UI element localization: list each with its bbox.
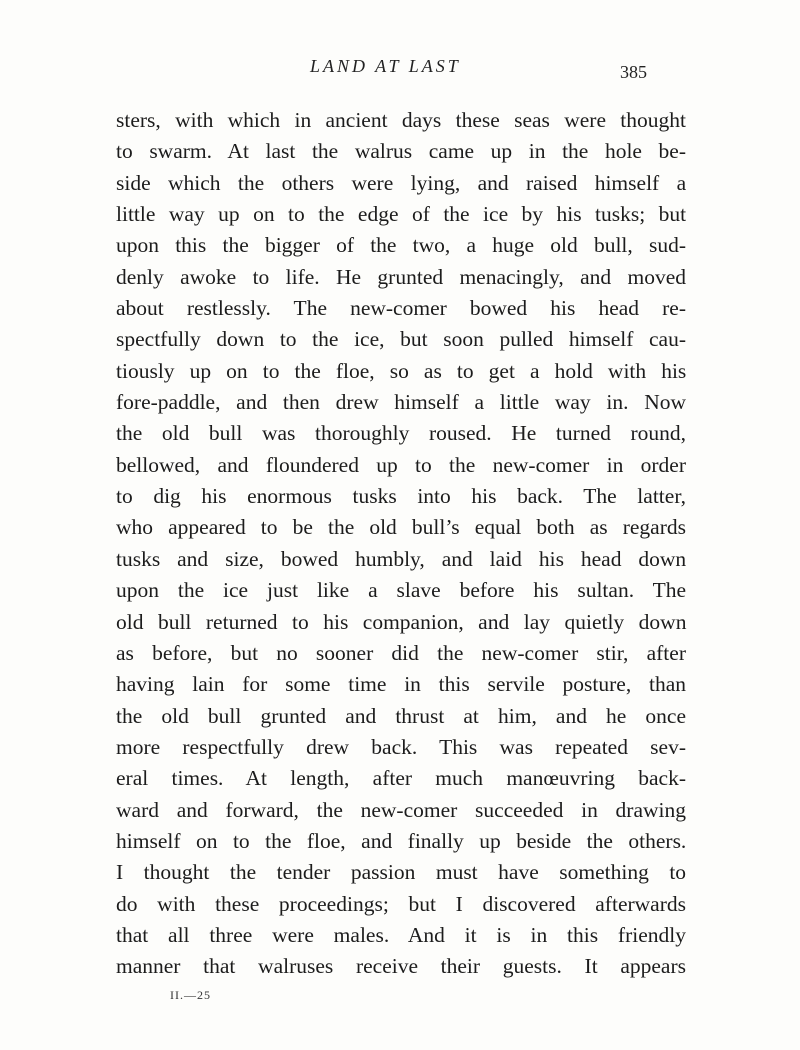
text-line: tusks and size, bowed humbly, and laid his head down (116, 546, 687, 571)
text-line: the old bull grunted and thrust at him, and he once (116, 703, 686, 728)
text-line: upon this the bigger of the two, a huge old bull, sud- (116, 233, 686, 258)
text-line: do with these proceedings; but I discovered afterwards (116, 891, 686, 916)
text-line: having lain for some time in this servile posture, than (116, 672, 686, 697)
text-line: manner that walruses receive their guests. It appears (116, 954, 686, 979)
text-line: more respectfully drew back. This was repeated sev- (116, 734, 686, 759)
text-line: to swarm. At last the walrus came up in the hole be- (116, 139, 686, 164)
text-line: old bull returned to his companion, and lay quietly down (116, 609, 687, 634)
running-title: LAND AT LAST (310, 56, 461, 76)
text-line: spectfully down to the ice, but soon pulled himself cau- (116, 327, 686, 352)
text-line: eral times. At length, after much manœuvring back- (116, 766, 686, 791)
running-head (0, 56, 800, 86)
text-line: little way up on to the edge of the ice by his tusks; but (116, 202, 687, 227)
text-line: tiously up on to the floe, so as to get a hold with his (116, 358, 687, 383)
text-line: about restlessly. The new-comer bowed his head re- (116, 296, 686, 321)
text-line: upon the ice just like a slave before his sultan. The (116, 578, 686, 603)
text-line: ward and forward, the new-comer succeeded in drawing (116, 797, 686, 822)
text-line: denly awoke to life. He grunted menacingly, and moved (116, 264, 686, 289)
text-line: fore-paddle, and then drew himself a little way in. Now (116, 390, 686, 415)
text-line: himself on to the floe, and finally up beside the others. (116, 828, 687, 853)
signature-mark: II.—25 (170, 988, 211, 1002)
text-line: bellowed, and floundered up to the new-comer in order (116, 452, 686, 477)
text-line: as before, but no sooner did the new-comer stir, after (116, 640, 686, 665)
text-line: who appeared to be the old bull’s equal both as regards (116, 515, 686, 540)
body-text (116, 105, 686, 983)
page-number: 385 (620, 62, 647, 82)
text-line: I thought the tender passion must have something to (116, 860, 687, 885)
text-line: the old bull was thoroughly roused. He turned round, (116, 421, 686, 446)
text-line: side which the others were lying, and raised himself a (116, 170, 687, 195)
text-line: to dig his enormous tusks into his back. The latter, (116, 484, 686, 509)
text-line: that all three were males. And it is in this friendly (116, 922, 686, 947)
text-line: sters, with which in ancient days these seas were thought (116, 108, 686, 132)
